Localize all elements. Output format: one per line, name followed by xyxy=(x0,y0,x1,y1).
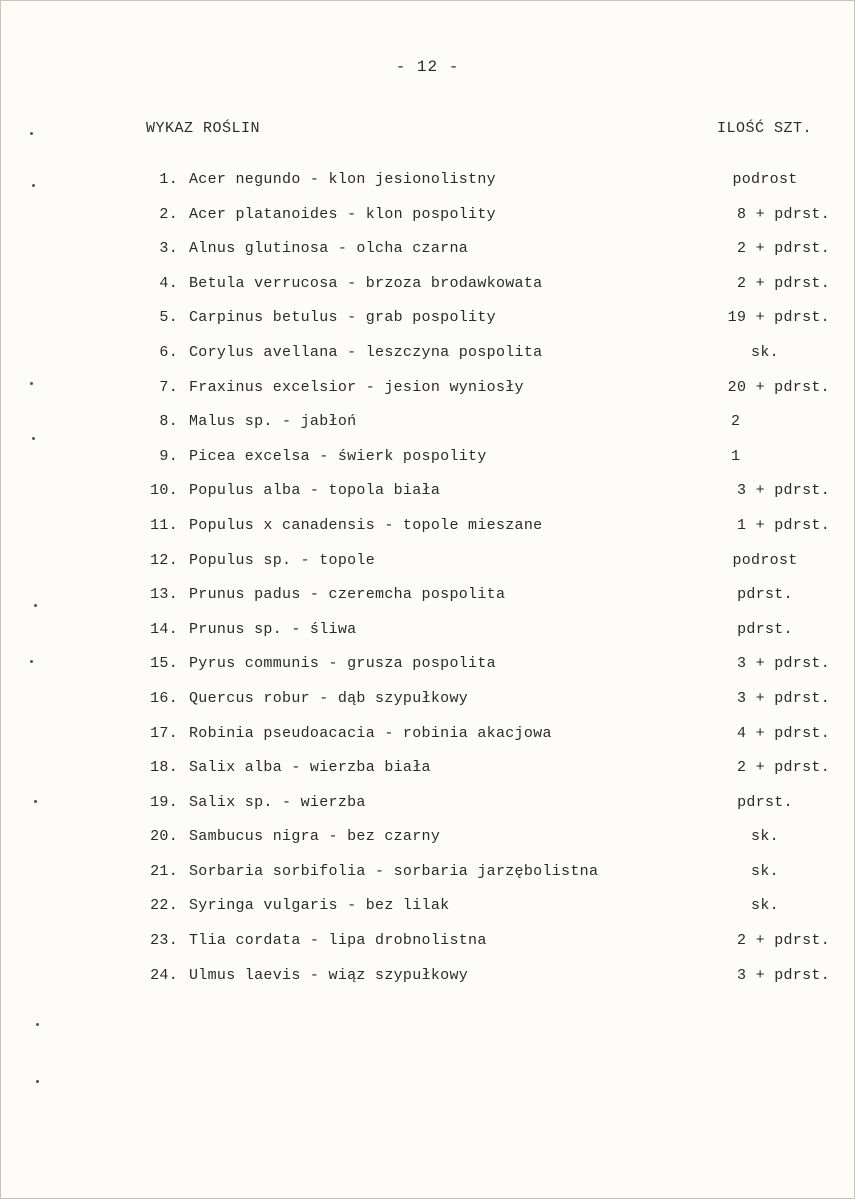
item-number: 11. xyxy=(150,516,178,534)
list-item xyxy=(0,413,855,448)
plant-quantity: pdrst. xyxy=(737,586,793,604)
item-number: 16. xyxy=(150,689,178,707)
plant-quantity: 2 + pdrst. xyxy=(736,240,830,258)
plant-name: Prunus padus - czeremcha pospolita xyxy=(189,586,506,604)
list-item xyxy=(0,759,855,794)
plant-quantity: 2 + pdrst. xyxy=(736,274,830,292)
plant-quantity: 3 + pdrst. xyxy=(736,655,830,673)
scan-speck xyxy=(30,382,33,385)
plant-quantity: 2 + pdrst. xyxy=(736,932,830,950)
quantity-column-header: ILOŚĆ SZT. xyxy=(717,120,813,137)
plant-name: Alnus glutinosa - olcha czarna xyxy=(189,240,469,258)
list-item xyxy=(0,379,855,414)
list-item xyxy=(0,621,855,656)
plant-quantity: pdrst. xyxy=(737,620,793,638)
plant-name: Carpinus betulus - grab pospolity xyxy=(189,309,496,327)
item-number: 23. xyxy=(150,932,178,950)
plant-quantity: 4 + pdrst. xyxy=(736,724,830,742)
plant-quantity: 8 + pdrst. xyxy=(736,205,830,223)
item-number: 9. xyxy=(159,447,178,465)
scan-speck xyxy=(30,660,33,663)
plant-name: Acer platanoides - klon pospolity xyxy=(189,205,496,223)
list-item xyxy=(0,725,855,760)
plant-quantity: 20 + pdrst. xyxy=(727,378,830,396)
plant-name: Salix sp. - wierzba xyxy=(189,793,366,811)
plant-quantity: sk. xyxy=(751,828,779,846)
item-number: 1. xyxy=(159,171,178,188)
list-title: WYKAZ ROŚLIN xyxy=(146,120,261,137)
plant-name: Acer negundo - klon jesionolistny xyxy=(189,171,496,188)
scan-speck xyxy=(34,604,37,607)
list-item xyxy=(0,967,855,1002)
plant-quantity: sk. xyxy=(751,343,779,361)
list-item xyxy=(0,586,855,621)
list-item xyxy=(0,932,855,967)
list-item xyxy=(0,794,855,829)
item-number: 22. xyxy=(150,897,178,915)
item-number: 17. xyxy=(150,724,178,742)
plant-name: Salix alba - wierzba biała xyxy=(189,759,431,777)
plant-quantity: 3 + pdrst. xyxy=(736,482,830,500)
item-number: 3. xyxy=(159,240,178,258)
plant-name: Malus sp. - jabłoń xyxy=(189,413,357,431)
plant-quantity: 2 xyxy=(731,413,741,431)
plant-list xyxy=(0,171,855,1001)
plant-name: Populus x canadensis - topole mieszane xyxy=(189,516,543,534)
plant-quantity: podrost xyxy=(732,171,798,188)
list-item xyxy=(0,344,855,379)
list-item xyxy=(0,171,855,206)
plant-name: Corylus avellana - leszczyna pospolita xyxy=(189,343,543,361)
scan-speck xyxy=(32,437,35,440)
list-item xyxy=(0,655,855,690)
item-number: 14. xyxy=(150,620,178,638)
item-number: 24. xyxy=(150,966,178,984)
list-item xyxy=(0,517,855,552)
plant-quantity: 1 xyxy=(731,447,741,465)
item-number: 21. xyxy=(150,862,178,880)
list-item xyxy=(0,482,855,517)
scan-speck xyxy=(36,1023,39,1026)
item-number: 20. xyxy=(150,828,178,846)
item-number: 10. xyxy=(150,482,178,500)
list-item xyxy=(0,448,855,483)
plant-quantity: 2 + pdrst. xyxy=(736,759,830,777)
scan-speck xyxy=(30,132,33,135)
item-number: 4. xyxy=(159,274,178,292)
plant-name: Pyrus communis - grusza pospolita xyxy=(189,655,496,673)
plant-name: Quercus robur - dąb szypułkowy xyxy=(189,689,469,707)
plant-quantity: 3 + pdrst. xyxy=(736,689,830,707)
list-item xyxy=(0,828,855,863)
list-item xyxy=(0,275,855,310)
plant-name: Ulmus laevis - wiąz szypułkowy xyxy=(189,966,469,984)
page-number: - 12 - xyxy=(395,58,460,76)
item-number: 19. xyxy=(150,793,178,811)
list-item xyxy=(0,552,855,587)
item-number: 15. xyxy=(150,655,178,673)
item-number: 5. xyxy=(159,309,178,327)
plant-quantity: 19 + pdrst. xyxy=(727,309,830,327)
item-number: 8. xyxy=(159,413,178,431)
scan-speck xyxy=(36,1080,39,1083)
plant-name: Prunus sp. - śliwa xyxy=(189,620,357,638)
list-item xyxy=(0,690,855,725)
scan-speck xyxy=(32,184,35,187)
plant-name: Fraxinus excelsior - jesion wyniosły xyxy=(189,378,524,396)
item-number: 18. xyxy=(150,759,178,777)
plant-name: Tlia cordata - lipa drobnolistna xyxy=(189,932,487,950)
plant-name: Populus alba - topola biała xyxy=(189,482,441,500)
item-number: 13. xyxy=(150,586,178,604)
plant-name: Betula verrucosa - brzoza brodawkowata xyxy=(189,274,543,292)
plant-name: Picea excelsa - świerk pospolity xyxy=(189,447,487,465)
list-item xyxy=(0,897,855,932)
scan-speck xyxy=(34,800,37,803)
plant-name: Syringa vulgaris - bez lilak xyxy=(189,897,450,915)
list-item xyxy=(0,240,855,275)
plant-name: Sorbaria sorbifolia - sorbaria jarzębolistna xyxy=(189,862,599,880)
item-number: 12. xyxy=(150,551,178,569)
item-number: 2. xyxy=(159,205,178,223)
plant-name: Populus sp. - topole xyxy=(189,551,376,569)
plant-name: Robinia pseudoacacia - robinia akacjowa xyxy=(189,724,552,742)
list-item xyxy=(0,863,855,898)
plant-quantity: 3 + pdrst. xyxy=(736,966,830,984)
plant-quantity: sk. xyxy=(751,862,779,880)
item-number: 6. xyxy=(159,343,178,361)
plant-name: Sambucus nigra - bez czarny xyxy=(189,828,441,846)
plant-quantity: 1 + pdrst. xyxy=(736,516,830,534)
item-number: 7. xyxy=(159,378,178,396)
plant-quantity: pdrst. xyxy=(737,793,793,811)
plant-quantity: sk. xyxy=(751,897,779,915)
list-item xyxy=(0,309,855,344)
plant-quantity: podrost xyxy=(732,551,798,569)
list-item xyxy=(0,206,855,241)
